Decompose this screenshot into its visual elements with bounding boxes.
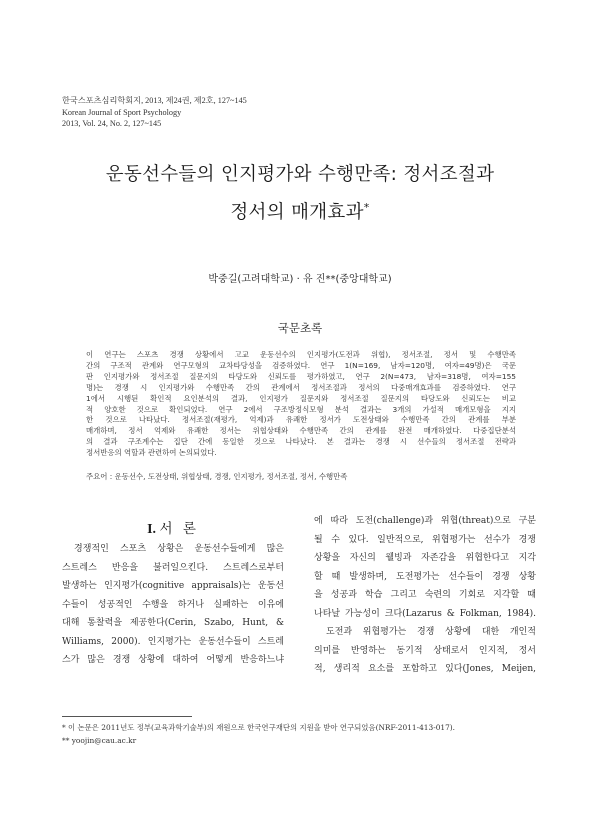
- abstract-heading: 국문초록: [277, 321, 323, 335]
- footnote-divider: [62, 716, 192, 717]
- abstract-line: 한 것으로 나타났다. 정서조절(재평가, 억제)과 유쾌한 정서가 도전상태와 수행만족 간의 관계를 부분: [86, 415, 516, 425]
- body-line: 수들이 성공적인 수행을 하거나 실패하는 이유에: [62, 599, 284, 610]
- abstract-body: [86, 350, 516, 459]
- journal-english-name: Korean Journal of Sport Psychology: [62, 107, 182, 117]
- body-line: 나타날 가능성이 크다(Lazarus & Folkman, 1984).: [314, 608, 536, 619]
- section-heading-introduction: [62, 517, 284, 538]
- left-column: [62, 540, 284, 670]
- abstract-line: 판 인지평가와 정서조절 질문지의 타당도와 신뢰도를 평가하였고, 연구 2(N=473, 남자=318명, 여자=155: [86, 371, 516, 381]
- body-line: 스트레스 반응을 불러일으킨다. 스트레스로부터: [62, 562, 284, 573]
- journal-korean-citation: 한국스포츠심리학회지, 2013, 제24권, 제2호, 127~145: [62, 96, 247, 105]
- title-footnote-mark: *: [363, 200, 370, 214]
- body-line: 경쟁적인 스포츠 상황은 운동선수들에게 많은: [74, 544, 284, 554]
- abstract-line: 정서반응의 역할과 관련하여 논의되었다.: [86, 448, 217, 458]
- body-line: 될 수 있다. 일반적으로, 위협평가는 선수가 경쟁: [314, 534, 536, 545]
- abstract-line: 매개하며, 정서 억제와 유쾌한 정서는 위협상태와 수행만족 간의 관계를 완전 매개하였다. 다중집단분석: [86, 426, 516, 436]
- paper-title-line-2: [40, 198, 560, 224]
- section-numeral: I.: [147, 522, 157, 537]
- abstract-line: 명)는 경쟁 시 인지평가와 수행만족 간의 관계에서 정서조절과 정서의 다중매개효과를 검증하였다. 연구: [86, 382, 516, 392]
- body-line: 에 따라 도전(challenge)과 위협(threat)으로 구분: [314, 516, 536, 526]
- body-line: 스가 많은 경쟁 상황에 대하여 어떻게 반응하느냐: [62, 655, 284, 665]
- abstract-line: 의 결과 구조계수는 집단 간에 동일한 것으로 나타났다. 본 결과는 경쟁 시 선수들의 정서조절 전략과: [86, 437, 516, 447]
- body-line: 상황을 자신의 웰빙과 자존감을 위협한다고 지각: [314, 553, 536, 563]
- footnote-funding: * 이 논문은 2011년도 정부(교육과학기술부)의 재원으로 한국연구재단의 지원을 받아 연구되었음(NRF-2011-413-017).: [62, 723, 456, 732]
- body-line: 의미를 반영하는 동기적 상태로서 인지적, 정서: [314, 645, 536, 656]
- body-line: 대해 통찰력을 제공한다(Cerin, Szabo, Hunt, &: [62, 618, 284, 628]
- abstract-line: 적 양호한 것으로 확인되었다. 연구 2에서 구조방정식모형 분석 결과는 3개의 가설적 매개모형을 지지: [86, 404, 516, 414]
- body-line: 을 성공과 학습 그리고 숙련의 기회로 지각할 때: [314, 590, 536, 600]
- abstract-line: 이 연구는 스포츠 경쟁 상황에서 고교 운동선수의 인지평가(도전과 위협), 정서조절, 정서 및 수행만족: [86, 350, 516, 359]
- journal-volume: 2013, Vol. 24, No. 2, 127~145: [62, 119, 162, 128]
- body-line: 도전과 위협평가는 경쟁 상황에 대한 개인적: [326, 627, 536, 637]
- body-line: 적, 생리적 요소를 포함하고 있다(Jones, Meijen,: [314, 664, 536, 674]
- body-line: 할 때 발생하며, 도전평가는 선수들이 경쟁 상황: [314, 571, 536, 582]
- paper-title-line-1: 운동선수들의 인지평가와 수행만족: 정서조절과: [105, 164, 495, 185]
- paper-title-line-2-text: 정서의 매개효과: [230, 202, 364, 223]
- right-column: [314, 512, 536, 679]
- keywords: 주요어 : 운동선수, 도전상태, 위협상태, 경쟁, 인지평가, 정서조절, 정서, 수행만족: [86, 472, 348, 481]
- footnote-email: ** yoojin@cau.ac.kr: [62, 735, 137, 745]
- footnotes: [62, 722, 542, 747]
- authors: 박중길(고려대학교) · 유 진**(중앙대학교): [208, 274, 392, 285]
- body-line: 발생하는 인지평가(cognitive appraisals)는 운동선: [62, 581, 284, 591]
- journal-info: [62, 95, 247, 130]
- abstract-line: 간의 구조적 관계와 연구모형의 교차타당성을 검증하였다. 연구 1(N=169, 남자=120명, 여자=49명)은 국문: [86, 360, 516, 370]
- body-line: Williams, 2000). 인지평가는 운동선수들이 스트레: [62, 636, 284, 647]
- section-title: 서 론: [159, 521, 199, 537]
- abstract-line: 1에서 시행된 확인적 요인분석의 결과, 인지평가 질문지와 정서조절 질문지의 타당도와 신뢰도는 비교: [86, 393, 516, 403]
